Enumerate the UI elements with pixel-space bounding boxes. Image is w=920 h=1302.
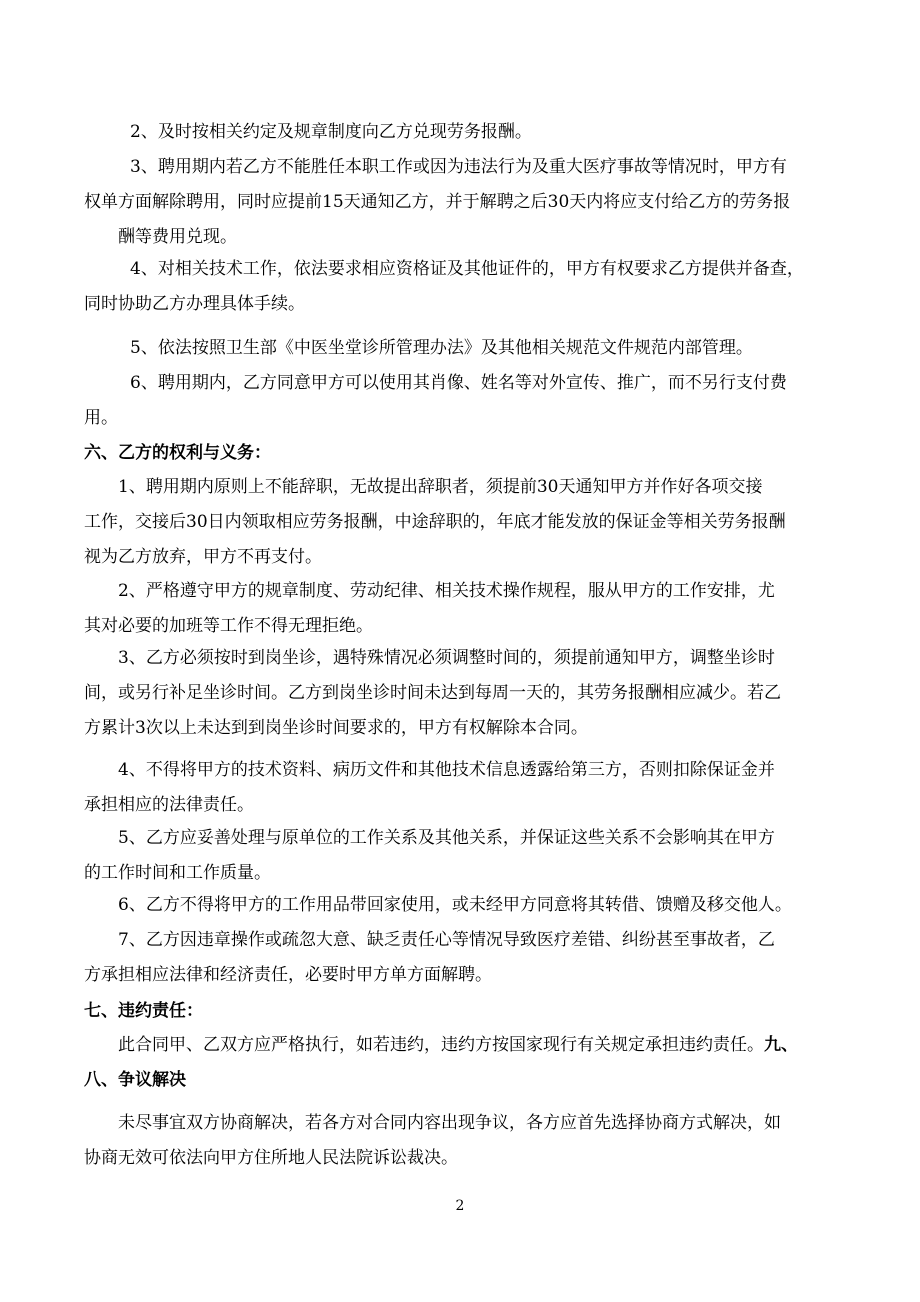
paragraph-b7 — [84, 923, 852, 993]
text-line: 6、聘用期内，乙方同意甲方可以使用其肖像、姓名等对外宣传、推广，而不另行支付费 — [130, 373, 787, 393]
text-line: 协商无效可依法向甲方住所地人民法院诉讼裁决。 — [84, 1148, 458, 1168]
paragraph-d1 — [84, 1106, 852, 1176]
text-line: 未尽事宜双方协商解决，若各方对合同内容出现争议，各方应首先选择协商方式解决，如 — [118, 1113, 781, 1133]
paragraph-b3 — [84, 641, 852, 746]
text-line: 5、依法按照卫生部《中医坐堂诊所管理办法》及其他相关规范文件规范内部管理。 — [130, 338, 753, 358]
paragraph-b5 — [84, 821, 852, 891]
section-heading-6: 六、乙方的权利与义务： — [84, 443, 271, 463]
text-line: 4、对相关技术工作，依法要求相应资格证及其他证件的，甲方有权要求乙方提供并备查， — [130, 259, 804, 279]
paragraph-b6 — [84, 888, 886, 923]
text-line: 工作，交接后30日内领取相应劳务报酬，中途辞职的，年底才能发放的保证金等相关劳务报酬 — [84, 512, 786, 532]
text-line: 4、不得将甲方的技术资料、病历文件和其他技术信息透露给第三方，否则扣除保证金并 — [118, 760, 775, 780]
paragraph-b4 — [84, 753, 852, 823]
text-line: 同时协助乙方办理具体手续。 — [84, 294, 305, 314]
text-line: 用。 — [84, 408, 118, 428]
section-heading-7: 七、违约责任： — [84, 1001, 203, 1021]
paragraph-c1-text: 此合同甲、乙双方应严格执行，如若违约，违约方按国家现行有关规定承担违约责任。 — [118, 1035, 764, 1055]
paragraph-b2 — [84, 574, 852, 644]
paragraph-a2 — [84, 115, 898, 150]
paragraph-c1 — [84, 1028, 886, 1063]
paragraph-c1-bold: 九、 — [764, 1035, 798, 1055]
text-line: 其对必要的加班等工作不得无理拒绝。 — [84, 616, 373, 636]
text-line: 2、及时按相关约定及规章制度向乙方兑现劳务报酬。 — [130, 122, 532, 142]
text-line: 间，或另行补足坐诊时间。乙方到岗坐诊时间未达到每周一天的，其劳务报酬相应减少。若乙 — [84, 683, 781, 703]
paragraph-a3 — [84, 150, 852, 255]
text-line: 承担相应的法律责任。 — [84, 795, 254, 815]
page-number: 2 — [455, 1198, 465, 1214]
text-line: 方承担相应法律和经济责任，必要时甲方单方面解聘。 — [84, 965, 492, 985]
text-line: 酬等费用兑现。 — [118, 227, 237, 247]
text-line: 2、严格遵守甲方的规章制度、劳动纪律、相关技术操作规程，服从甲方的工作安排，尤 — [118, 581, 775, 601]
text-line: 的工作时间和工作质量。 — [84, 863, 271, 883]
text-line: 3、聘用期内若乙方不能胜任本职工作或因为违法行为及重大医疗事故等情况时，甲方有 — [130, 157, 787, 177]
text-line: 1、聘用期内原则上不能辞职，无故提出辞职者，须提前30天通知甲方并作好各项交接 — [118, 477, 763, 497]
paragraph-a6 — [84, 366, 852, 436]
text-line: 5、乙方应妥善处理与原单位的工作关系及其他关系，并保证这些关系不会影响其在甲方 — [118, 828, 775, 848]
text-line: 6、乙方不得将甲方的工作用品带回家使用，或未经甲方同意将其转借、馈赠及移交他人。 — [118, 895, 792, 915]
text-line: 视为乙方放弃，甲方不再支付。 — [84, 547, 322, 567]
paragraph-a5 — [84, 331, 898, 366]
text-line: 3、乙方必须按时到岗坐诊，遇特殊情况必须调整时间的，须提前通知甲方，调整坐诊时 — [118, 648, 775, 668]
paragraph-b1 — [84, 470, 852, 575]
text-line — [118, 1028, 886, 1063]
paragraph-a4 — [84, 252, 852, 322]
text-line: 7、乙方因违章操作或疏忽大意、缺乏责任心等情况导致医疗差错、纠纷甚至事故者，乙 — [118, 930, 775, 950]
section-heading-8: 八、争议解决 — [84, 1070, 186, 1090]
text-line: 方累计3次以上未达到到岗坐诊时间要求的，甲方有权解除本合同。 — [84, 718, 588, 738]
text-line: 权单方面解除聘用，同时应提前15天通知乙方，并于解聘之后30天内将应支付给乙方的劳务报 — [84, 192, 791, 212]
